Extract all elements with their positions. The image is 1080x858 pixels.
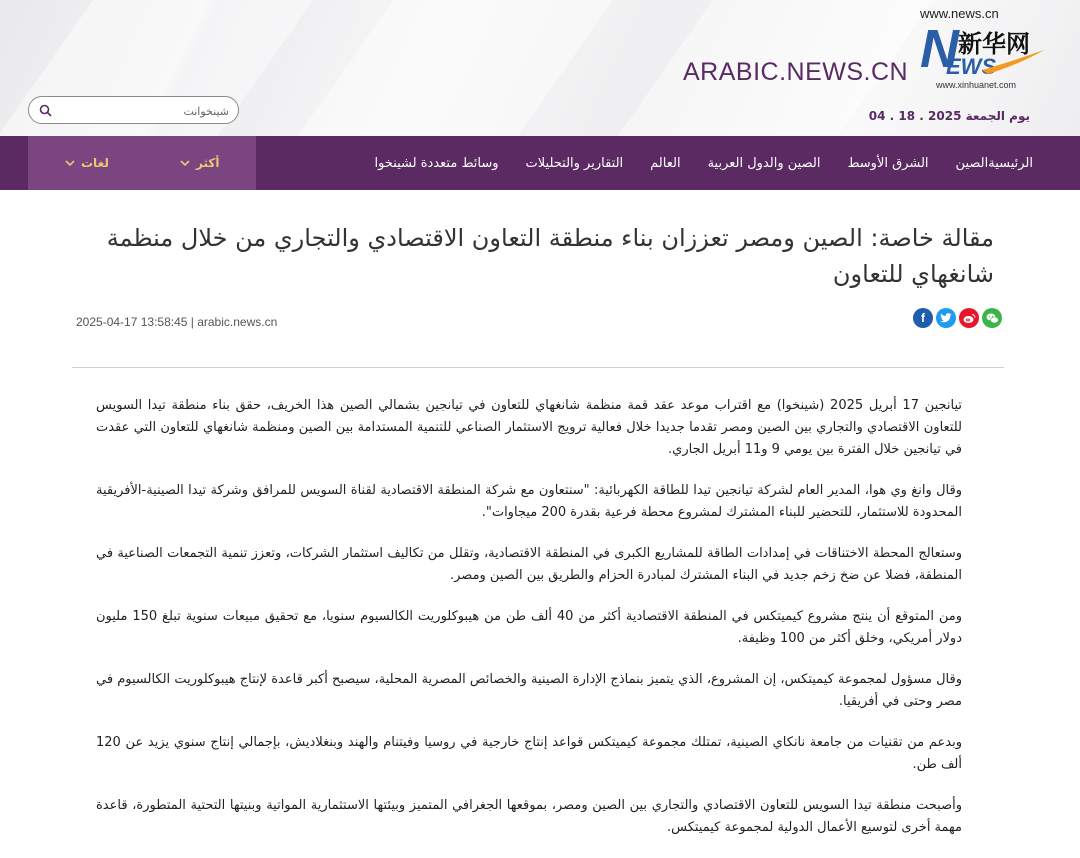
- article-paragraph: ومن المتوقع أن ينتج مشروع كيميتكس في المنطقة الاقتصادية أكثر من 40 ألف طن من هيبوكلوريت الكالسيوم سنويا، مع تحقيق مبيعات سنوية تبلغ 150 مليون دولار أمريكي، وخلق أكثر من 100 وظيفة.: [96, 609, 962, 646]
- more-dropdown[interactable]: [180, 136, 219, 190]
- nav-item-home[interactable]: الرئيسية: [988, 155, 1033, 171]
- article-paragraph: وأصبحت منطقة تيدا السويس للتعاون الاقتصادي والتجاري بين الصين ومصر، بموقعها الجغرافي المتميز وبيئتها الاستثمارية المواتية وبنيتها التحتية المتطورة، قاعدة مهمة أخرى لتوسيع الأعمال الدولية لمجموعة كيميتكس.: [96, 798, 962, 835]
- logo-ews-text: EWS: [946, 54, 997, 79]
- current-date: يوم الجمعة 2025 . 18 . 04: [868, 109, 1030, 123]
- article-title: مقالة خاصة: الصين ومصر تعززان بناء منطقة التعاون الاقتصادي والتجاري من خلال منظمة شانغهاي للتعاون: [106, 224, 994, 288]
- nav-item-world[interactable]: العالم: [650, 155, 681, 171]
- article-paragraph: وقال مسؤول لمجموعة كيميتكس، إن المشروع، الذي يتميز بنماذج الإدارة الصينية والخصائص المصرية المحلية، سيصبح أكبر قاعدة لإنتاج هيبوكلوريت الكالسيوم في مصر وحتى في أفريقيا.: [96, 672, 962, 709]
- languages-label: لغات: [81, 156, 109, 170]
- main-nav: [0, 136, 1080, 190]
- logo-top-text: www.news.cn: [920, 6, 999, 21]
- nav-dropdown-area: [28, 136, 256, 190]
- search-input[interactable]: [59, 100, 231, 122]
- article-paragraph: وستعالج المحطة الاختناقات في إمدادات الطاقة للمشاريع الكبرى في المنطقة الاقتصادية، وتقلل من تكاليف استثمار الشركات، وتعزز تنمية التجمعات الصناعية في المنطقة، فضلا عن ضخ زخم جديد في البناء المشترك لمبادرة الحزام والطريق بين الصين ومصر.: [96, 546, 962, 583]
- facebook-icon[interactable]: [913, 308, 933, 328]
- nav-item-reports[interactable]: التقارير والتحليلات: [525, 155, 624, 171]
- nav-item-china-arab[interactable]: الصين والدول العربية: [707, 155, 821, 171]
- twitter-bird-shape: [940, 313, 952, 323]
- weibo-icon[interactable]: [959, 308, 979, 328]
- logo-bottom-text: www.xinhuanet.com: [936, 80, 1017, 90]
- nav-item-multimedia[interactable]: وسائط متعددة لشينخوا: [374, 155, 499, 171]
- facebook-glyph: f: [921, 311, 925, 325]
- wechat-icon[interactable]: [982, 308, 1002, 328]
- nav-item-middle-east[interactable]: الشرق الأوسط: [847, 155, 929, 171]
- search-icon[interactable]: [39, 104, 52, 117]
- more-label: أكثر: [196, 156, 220, 170]
- header: [0, 0, 1080, 136]
- xinhua-logo[interactable]: [920, 6, 1050, 92]
- twitter-icon[interactable]: [936, 308, 956, 328]
- languages-dropdown[interactable]: [65, 136, 109, 190]
- weibo-eye-shape: [963, 313, 976, 324]
- logo-letter-n: N: [920, 19, 959, 79]
- logo-chinese-text: 新华网: [958, 30, 1030, 58]
- article-paragraph: وبدعم من تقنيات من جامعة نانكاي الصينية، تمتلك مجموعة كيميتكس قواعد إنتاج خارجية في روسيا وفيتنام والهند وبنغلاديش، بإجمالي إنتاج سنوي يزيد عن 120 ألف طن.: [96, 735, 962, 772]
- nav-items: [347, 136, 1033, 190]
- article-body: [96, 395, 962, 858]
- article-meta: 2025-04-17 13:58:45 | arabic.news.cn: [76, 315, 278, 329]
- chevron-down-icon: [180, 160, 190, 167]
- logo-swoosh-icon: [980, 48, 1046, 74]
- wechat-bubbles-shape: [986, 313, 999, 324]
- article-paragraph: وقال وانغ وي هوا، المدير العام لشركة تيانجين تيدا للطاقة الكهربائية: "سنتعاون مع شركة المنطقة الاقتصادية لقناة السويس للمرافق وشركة تيدا الصينية-الأفريقية المحدودة للاستثمار، للتحضير للبناء المشترك لمشروع محطة فرعية بقدرة 200 ميجاوات".: [96, 483, 962, 520]
- divider: [72, 367, 1004, 368]
- header-decoration: [239, 0, 641, 136]
- share-buttons: [913, 308, 1002, 328]
- search-box[interactable]: [28, 96, 239, 124]
- chevron-down-icon: [65, 160, 75, 167]
- site-name[interactable]: ARABIC.NEWS.CN: [683, 58, 909, 86]
- nav-item-china[interactable]: الصين: [955, 155, 989, 171]
- article-paragraph: تيانجين 17 أبريل 2025 (شينخوا) مع اقتراب موعد عقد قمة منظمة شانغهاي للتعاون في تيانجين بشمالي الصين هذا الخريف، حقق بناء منطقة تيدا السويس للتعاون الاقتصادي والتجاري بين الصين ومصر تقدما جديدا خلال فعالية ترويج الاستثمار الصناعي للتنمية المستدامة بين الصين ومنظمة شانغهاي للتعاون التي عقدت في تيانجين خلال الفترة بين يومي 9 و11 أبريل الجاري.: [96, 398, 963, 457]
